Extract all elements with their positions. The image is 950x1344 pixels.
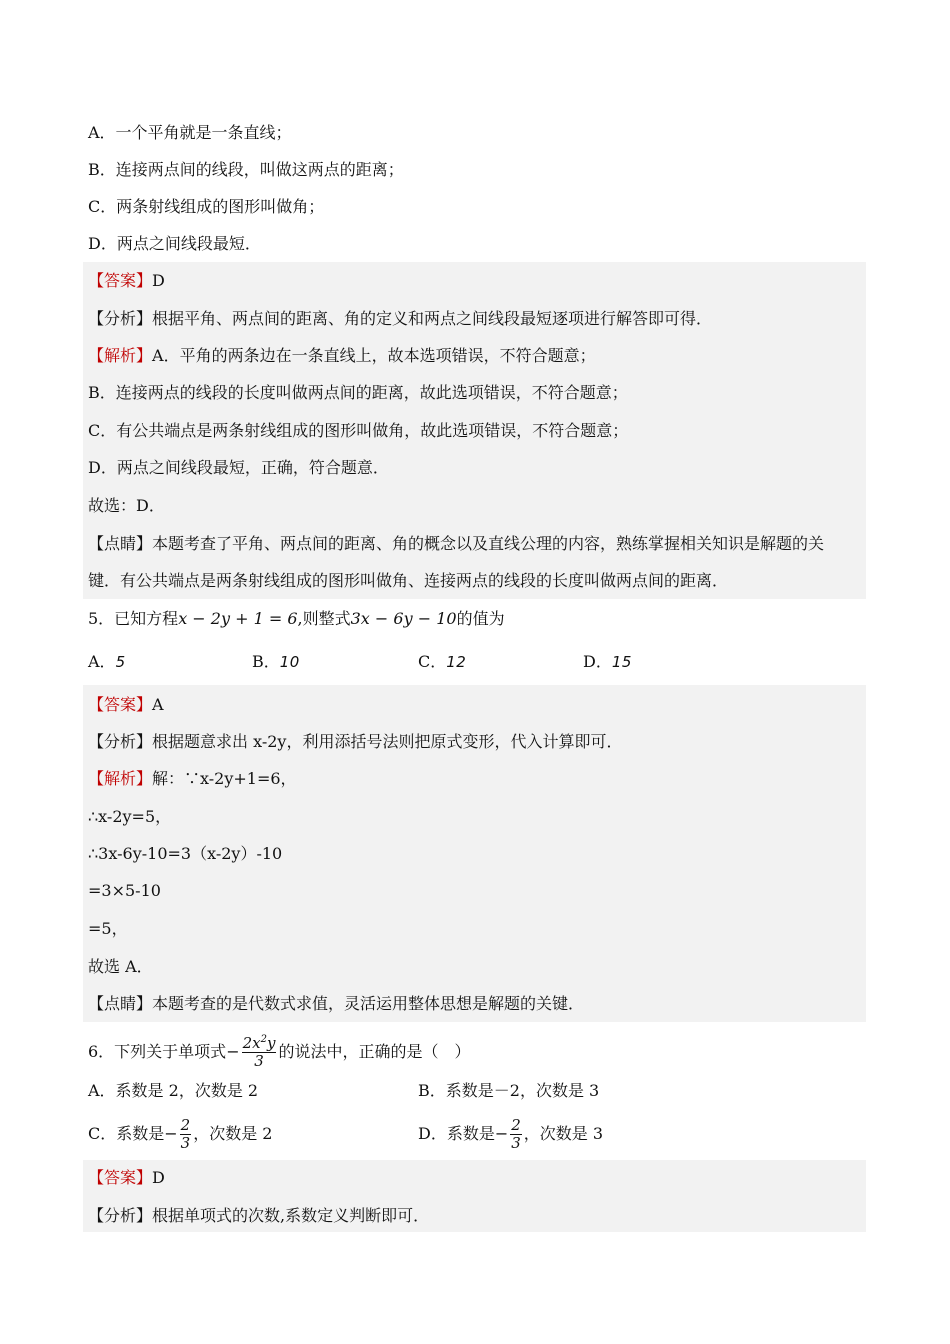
q5-expression: 3x − 6y − 10 [350,609,457,628]
option-label: B． [252,652,280,671]
q4-comment-cont: 键．有公共端点是两条射线组成的图形叫做角、连接两点的线段的长度叫做两点间的距离． [88,571,729,590]
q5-solution-line-4: =3×5-10 [88,881,161,900]
q5-solution-line-5: =5， [88,919,128,938]
q5-equation: x − 2y + 1 = 6 [178,609,298,628]
q6-option-c [88,1112,272,1156]
fraction-denominator: 3 [254,1052,264,1070]
q5-option-b [252,651,300,673]
q4-solution-line-5: 故选：D． [88,496,165,515]
q4-solution-line-2: B．连接两点的线段的长度叫做两点间的距离，故此选项错误，不符合题意； [88,383,628,402]
q4-option-a: A．一个平角就是一条直线； [88,123,292,142]
answer-tag: 【答案】 [88,1168,153,1187]
fraction-numerator: 2 [511,1116,521,1134]
coef-fraction [510,1118,522,1151]
solution-text: A．平角的两条边在一条直线上，故本选项错误，不符合题意； [152,346,596,365]
fraction-numerator [242,1036,277,1053]
numerator-tail: y [266,1034,276,1052]
option-label: C．系数是 [88,1124,165,1143]
q5-answer [88,694,164,716]
analysis-tag: 【分析】 [88,732,153,751]
q5-option-d [583,651,632,673]
comment-tag: 【点睛】 [88,534,153,553]
answer-value: D [152,271,165,290]
comment-text: 本题考查了平角、两点间的距离、角的概念以及直线公理的内容，熟练掌握相关知识是解题的关 [152,534,825,553]
q5-comment [88,993,584,1015]
q5-stem-prefix: 5．已知方程 [88,609,179,628]
q5-solution-line-2: ∴x-2y=5， [88,807,172,826]
coef-fraction [180,1118,192,1151]
q6-option-a: A．系数是 2，次数是 2 [88,1081,259,1100]
option-label: D． [583,652,612,671]
q4-option-c: C．两条射线组成的图形叫做角； [88,197,325,216]
answer-tag: 【答案】 [88,695,153,714]
option-value: 15 [611,653,632,671]
option-label: C． [418,652,447,671]
q6-minus-sign: − [226,1042,240,1061]
coef-minus-sign: − [494,1124,509,1143]
q5-analysis [88,731,622,753]
solution-tag: 【解析】 [88,346,153,365]
numerator-exponent: 2 [260,1034,267,1045]
analysis-text: 根据题意求出 x-2y，利用添括号法则把原式变形，代入计算即可． [152,732,623,751]
option-value: 10 [279,653,300,671]
option-tail: ，次数是 2 [193,1124,273,1143]
q6-stem-suffix: 的说法中，正确的是（ ） [278,1042,471,1061]
q5-stem-middle: ,则整式 [297,609,351,628]
q4-option-d: D．两点之间线段最短． [88,234,261,253]
analysis-tag: 【分析】 [88,1206,153,1225]
q5-solution-line-1 [88,768,297,790]
fraction-denominator: 3 [180,1134,191,1152]
answer-tag: 【答案】 [88,271,153,290]
q6-stem-prefix: 6．下列关于单项式 [88,1042,227,1061]
comment-text: 本题考查的是代数式求值，灵活运用整体思想是解题的关键． [152,994,585,1013]
solution-text: 解：∵x-2y+1=6， [152,769,297,788]
q4-answer [88,270,165,292]
analysis-text: 根据单项式的次数,系数定义判断即可． [152,1206,430,1225]
option-value: 5 [115,653,126,671]
q6-answer [88,1167,165,1189]
q4-solution-line-3: C．有公共端点是两条射线组成的图形叫做角，故此选项错误，不符合题意； [88,421,629,440]
q5-stem-suffix: 的值为 [456,609,505,628]
analysis-text: 根据平角、两点间的距离、角的定义和两点之间线段最短逐项进行解答即可得． [152,309,713,328]
q6-monomial-fraction [242,1036,277,1069]
q5-option-c [418,651,466,673]
option-value: 12 [446,653,467,671]
option-label: A． [88,652,116,671]
q6-option-d [418,1112,603,1156]
q5-solution-line-6: 故选 A． [88,957,153,976]
q6-analysis [88,1205,429,1227]
answer-value: D [152,1168,165,1187]
q5-stem [88,608,505,630]
q4-option-b: B．连接两点间的线段，叫做这两点的距离； [88,160,404,179]
q5-option-a [88,651,126,673]
option-label: D．系数是 [418,1124,495,1143]
q6-option-b: B．系数是－2，次数是 3 [418,1081,600,1100]
q6-stem [88,1036,470,1069]
numerator-base: 2x [242,1034,261,1052]
q4-solution-line-4: D．两点之间线段最短，正确，符合题意． [88,458,389,477]
answer-value: A [152,695,164,714]
comment-tag: 【点睛】 [88,994,153,1013]
coef-minus-sign: − [164,1124,178,1143]
q4-solution-line-1 [88,345,596,367]
q5-solution-line-3: ∴3x-6y-10=3（x-2y）-10 [88,844,283,863]
q4-comment [88,533,824,555]
solution-tag: 【解析】 [88,769,153,788]
fraction-denominator: 3 [511,1134,521,1152]
q4-analysis [88,308,712,330]
fraction-numerator: 2 [180,1116,191,1134]
analysis-tag: 【分析】 [88,309,153,328]
option-tail: ，次数是 3 [523,1124,604,1143]
